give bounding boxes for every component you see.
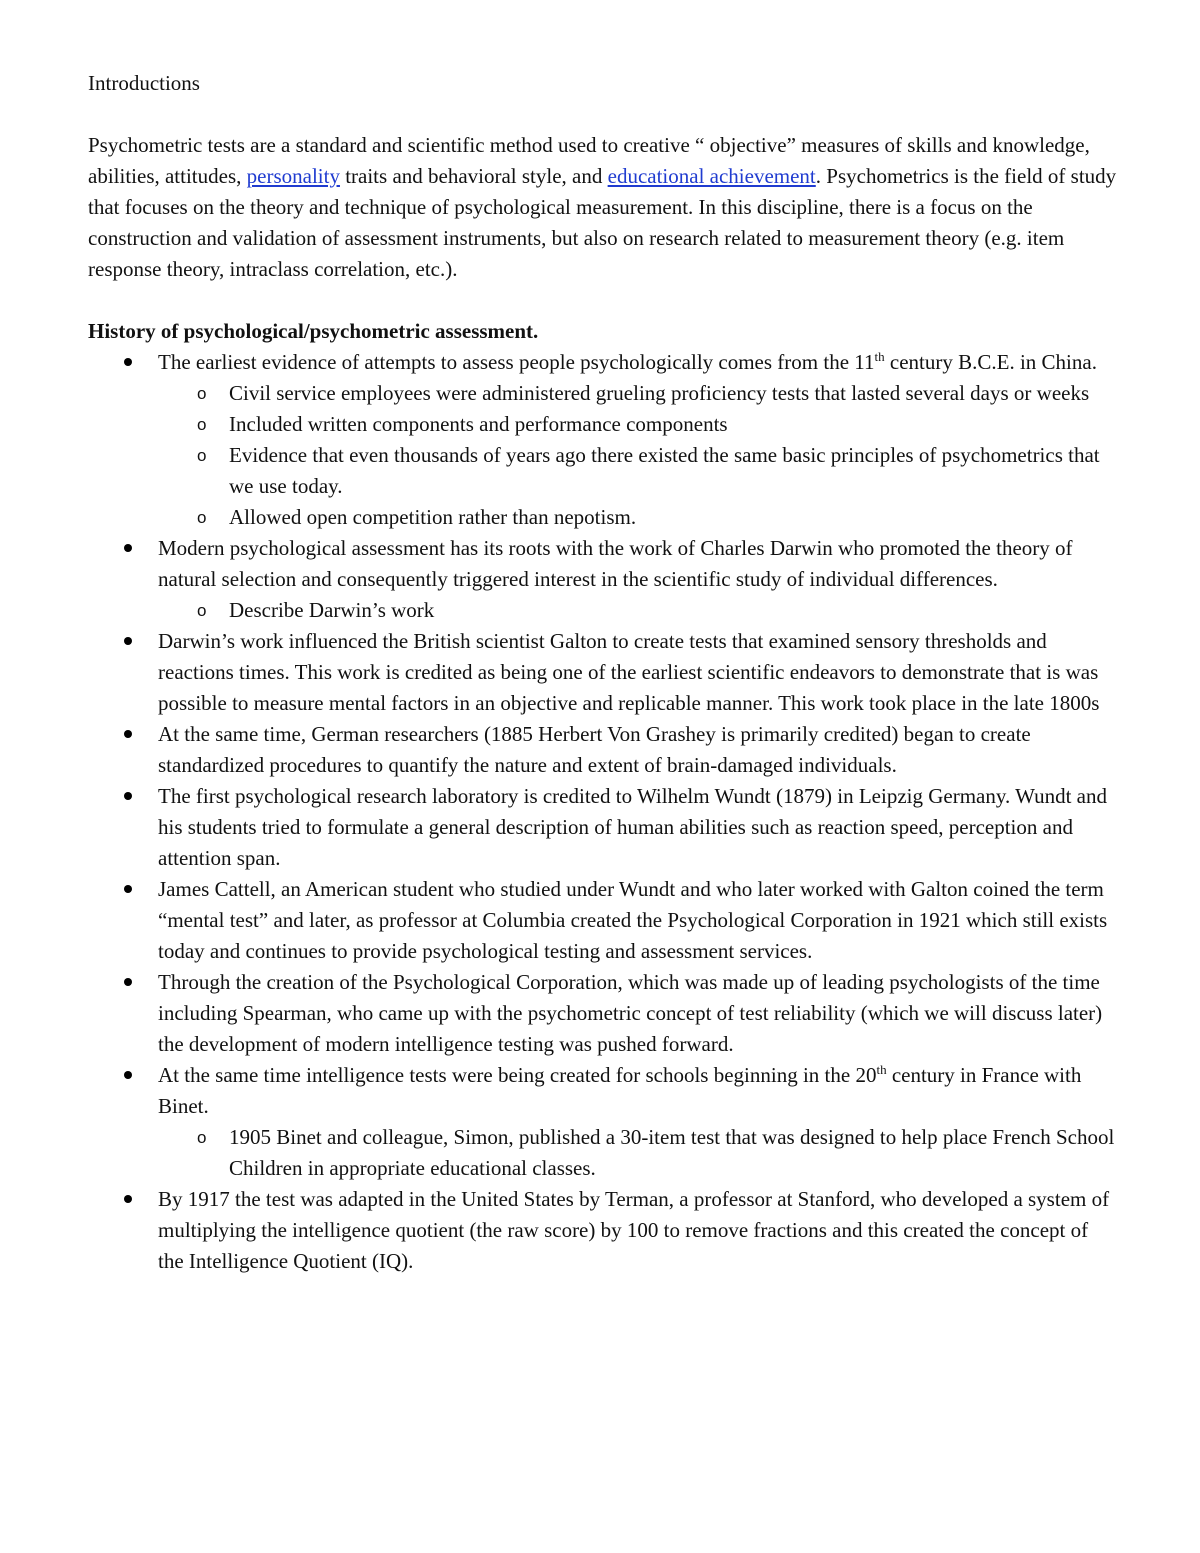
sub-bullet-item: o Civil service employees were administered grueling proficiency tests that lasted several days or weeks [158,378,1118,409]
history-bullet-list [88,347,1118,1277]
circle-bullet-icon: o [197,384,207,403]
sub-bullet-item: o Describe Darwin’s work [158,595,1118,626]
educational-achievement-link[interactable]: educational achievement [607,164,816,188]
sub-bullet-list [158,595,1118,626]
bullet-item-german-researchers: At the same time, German researchers (1885 Herbert Von Grashey is primarily credited) began to create standardized procedures to quantify the nature and extent of brain-damaged individuals. [88,719,1118,781]
sub-bullet-item: o Evidence that even thousands of years ago there existed the same basic principles of psychometrics that we use today. [158,440,1118,502]
bullet-icon [124,730,132,738]
history-heading: History of psychological/psychometric assessment. [88,319,539,343]
sub-bullet-item: o 1905 Binet and colleague, Simon, published a 30-item test that was designed to help place French School Children in appropriate educational classes. [158,1122,1118,1184]
bullet-item-binet: At the same time intelligence tests were being created for schools beginning in the 20th century in France with Binet. o 1905 Binet and colleague, Simon, published a 30-item test that was designed to help place French School Children in appropriate educational classes. [88,1060,1118,1184]
bullet-item-galton: Darwin’s work influenced the British scientist Galton to create tests that examined sensory thresholds and reactions times. This work is credited as being one of the earliest scientific endeavors to demonstrate that is was possible to measure mental factors in an objective and replicable manner. This work took place in the late 1800s [88,626,1118,719]
bullet-icon [124,637,132,645]
intro-paragraph [88,130,1118,285]
circle-bullet-icon: o [197,446,207,465]
bullet-item-psychological-corporation: Through the creation of the Psychological Corporation, which was made up of leading psychologists of the time including Spearman, who came up with the psychometric concept of test reliability (which we will discuss later) the development of modern intelligence testing was pushed forward. [88,967,1118,1060]
bullet-icon [124,358,132,366]
intro-text-1: Psychometric tests are a standard and scientific method used to creative “ objective” measures of skills and knowledge, abilities, attitudes, [88,133,1090,188]
bullet-item-darwin: Modern psychological assessment has its roots with the work of Charles Darwin who promoted the theory of natural selection and consequently triggered interest in the scientific study of individual differences. o Describe Darwin’s work [88,533,1118,626]
intro-title: Introductions [88,71,200,95]
bullet-icon [124,1195,132,1203]
bullet-icon [124,544,132,552]
sub-bullet-list [158,378,1118,533]
document-page [88,68,1118,1277]
bullet-icon [124,1071,132,1079]
sub-bullet-item: o Allowed open competition rather than nepotism. [158,502,1118,533]
sub-bullet-list [158,1122,1118,1184]
circle-bullet-icon: o [197,601,207,620]
circle-bullet-icon: o [197,1128,207,1147]
bullet-icon [124,978,132,986]
circle-bullet-icon: o [197,508,207,527]
circle-bullet-icon: o [197,415,207,434]
bullet-icon [124,792,132,800]
bullet-icon [124,885,132,893]
bullet-item-china: The earliest evidence of attempts to assess people psychologically comes from the 11th century B.C.E. in China. o Civil service employees were administered grueling proficiency tests that lasted several days or weeks o Included written components and performance components o Evidence that even thousands of years ago there existed the same basic principles of psychometrics that we use today. o Allowed open competition rather than nepotism. [88,347,1118,533]
personality-link[interactable]: personality [246,164,340,188]
sub-bullet-item: o Included written components and performance components [158,409,1118,440]
intro-text-3: . Psychometrics is the field of study that focuses on the theory and technique of psychological measurement. In this discipline, there is a focus on the construction and validation of assessment instruments, but also on research related to measurement theory (e.g. item response theory, intraclass correlation, etc.). [88,164,1117,281]
bullet-item-terman: By 1917 the test was adapted in the United States by Terman, a professor at Stanford, who developed a system of multiplying the intelligence quotient (the raw score) by 100 to remove fractions and this created the concept of the Intelligence Quotient (IQ). [88,1184,1118,1277]
bullet-item-wundt: The first psychological research laboratory is credited to Wilhelm Wundt (1879) in Leipzig Germany. Wundt and his students tried to formulate a general description of human abilities such as reaction speed, perception and attention span. [88,781,1118,874]
bullet-item-cattell: James Cattell, an American student who studied under Wundt and who later worked with Galton coined the term “mental test” and later, as professor at Columbia created the Psychological Corporation in 1921 which still exists today and continues to provide psychological testing and assessment services. [88,874,1118,967]
intro-text-2: traits and behavioral style, and [339,164,608,188]
